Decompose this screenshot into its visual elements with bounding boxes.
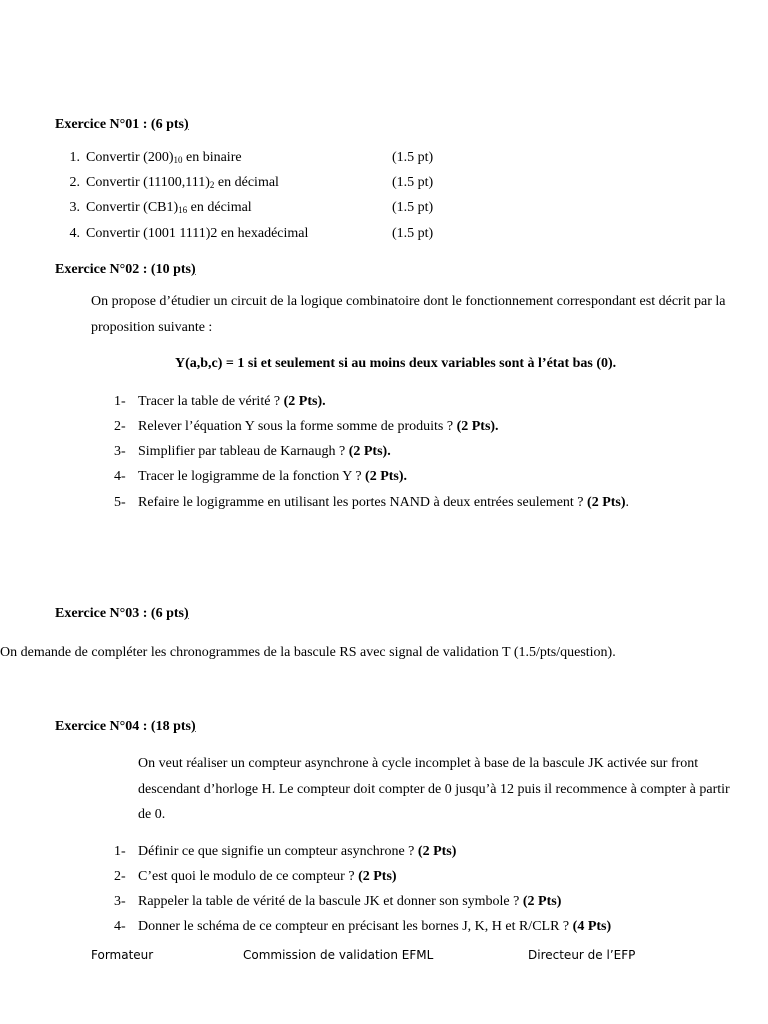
exercise-4-intro: On veut réaliser un compteur asynchrone à cycle incomplet à base de la bascule JK activée sur front descendant d’horloge H. Le compteur doit compter de 0 jusqu’à 12 puis il recommence à compter à partir de 0.: [138, 756, 730, 822]
exercise-2-item: 4- Tracer le logigramme de la fonction Y ? (2 Pts).: [114, 469, 408, 484]
exercise-4-title: Exercice N°04 : (18 pts): [55, 719, 196, 734]
exercise-2-item: 1- Tracer la table de vérité ? (2 Pts).: [114, 394, 326, 409]
footer-directeur: Directeur de l’EFP: [528, 948, 636, 962]
exercise-2-item: 3- Simplifier par tableau de Karnaugh ? (2 Pts).: [114, 444, 391, 459]
exercise-4-item: 3- Rappeler la table de vérité de la bascule JK et donner son symbole ? (2 Pts): [114, 894, 562, 909]
exercise-2-intro: On propose d’étudier un circuit de la logique combinatoire dont le fonctionnement correspondant est décrit par la proposition suivante :: [91, 294, 726, 335]
exercise-2-proposition: Y(a,b,c) = 1 si et seulement si au moins deux variables sont à l’état bas (0).: [175, 356, 617, 371]
footer-formateur: Formateur: [91, 948, 154, 962]
exercise-2-title: Exercice N°02 : (10 pts): [55, 262, 196, 277]
exercise-1-title: Exercice N°01 : (6 pts): [55, 117, 189, 132]
exercise-1-item: 1. Convertir $(200)_{10}$ en binaire (1.5 pt): [69, 150, 434, 165]
exercise-1-item: 4. Convertir (1001 1111)2 en hexadécimal (1.5 pt): [69, 226, 434, 241]
exercise-2-item: 5- Refaire le logigramme en utilisant les portes NAND à deux entrées seulement ? (2 Pts).: [114, 495, 630, 510]
exercise-4-item: 1- Définir ce que signifie un compteur asynchrone ? (2 Pts): [114, 844, 457, 859]
exercise-1-item: 3. Convertir $(CB1)_{16}$ en décimal (1.5 pt): [69, 200, 434, 215]
exercise-3-text: On demande de compléter les chronogrammes de la bascule RS avec signal de validation T (1.5/pts/question).: [0, 645, 616, 660]
exercise-3-title: Exercice N°03 : (6 pts): [55, 606, 189, 621]
footer-commission: Commission de validation EFML: [243, 948, 434, 962]
exercise-4-item: 2- C’est quoi le modulo de ce compteur ? (2 Pts): [114, 869, 397, 884]
exercise-1-item: 2. Convertir $(11100,111)_2$ en décimal (1.5 pt): [69, 175, 434, 190]
exercise-2-item: 2- Relever l’équation Y sous la forme somme de produits ? (2 Pts).: [114, 419, 499, 434]
exercise-4-item: 4- Donner le schéma de ce compteur en précisant les bornes J, K, H et R/CLR ? (4 Pts): [114, 919, 612, 934]
